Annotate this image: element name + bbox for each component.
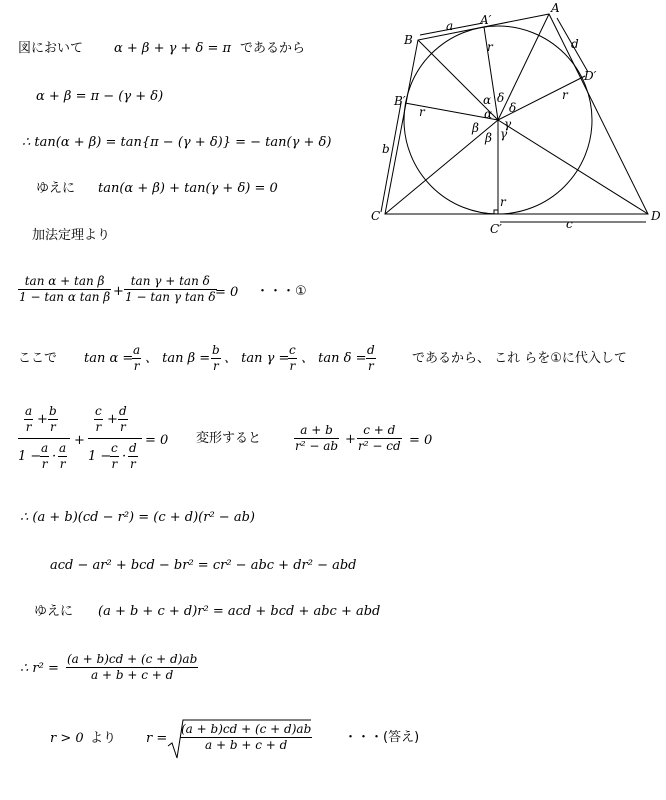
label-alpha: α	[483, 93, 492, 107]
tan-sum-zero-equation: tan(α + β) + tan(γ + δ) = 0	[98, 181, 278, 196]
label-alpha-2: α	[484, 107, 493, 121]
tan-gamma-fraction	[288, 343, 297, 374]
simplified-fraction-2	[357, 423, 402, 454]
label-beta-1: β	[472, 121, 479, 135]
label-beta-2: β	[485, 131, 492, 145]
cf1-den-den-2: r	[59, 457, 66, 471]
eq1-rhs: = 0	[215, 285, 239, 300]
label-C: C	[371, 209, 381, 223]
r-squared-label: ∴ r² =	[20, 661, 59, 676]
cf2-den-num-1: c	[111, 441, 118, 455]
cf2-den-frac-1	[110, 441, 119, 472]
here-text: ここで	[18, 351, 58, 366]
cf1-b-over-r	[48, 404, 58, 435]
label-b: b	[382, 142, 390, 156]
cf2-num-c: c	[95, 404, 102, 418]
eq1-plus: +	[113, 284, 124, 299]
tan-delta-label: 、 tan δ =	[301, 351, 367, 366]
intro-text: 図において	[18, 41, 84, 56]
cf2-plus: +	[107, 412, 118, 427]
angle-sum-equation: α + β + γ + δ = π	[114, 41, 232, 56]
label-r-left: r	[419, 105, 425, 119]
simplified-fraction-1	[294, 423, 339, 454]
cf2-den-one: 1 −	[88, 449, 112, 464]
tan-beta-fraction	[211, 343, 221, 374]
label-r-top: r	[487, 40, 493, 54]
cf2-d-over-r	[118, 404, 128, 435]
compound-fraction-1	[18, 404, 70, 473]
cf1-den-num-2: a	[59, 441, 67, 455]
cf-plus: +	[74, 433, 85, 448]
tan-beta-den: r	[212, 359, 219, 373]
label-A-prime: A′	[480, 13, 492, 27]
eq1-fraction-1	[18, 274, 111, 305]
cf1-den-frac-1	[40, 441, 49, 472]
cf1-num-a: a	[25, 404, 33, 418]
line-O-C	[385, 120, 498, 214]
label-r-bottom: r	[500, 195, 506, 209]
label-B: B	[404, 33, 413, 47]
eq1-fraction-2	[124, 274, 217, 305]
substitute-text: であるから、 これ らを①に代入して	[412, 351, 627, 366]
label-gamma-2: γ	[500, 127, 508, 141]
answer-den: a + b + c + d	[204, 738, 288, 752]
tan-delta-num: d	[367, 343, 375, 357]
r-positive-condition: r > 0	[50, 731, 84, 746]
label-c: c	[566, 217, 573, 231]
label-delta-top: δ	[497, 91, 505, 105]
r-label: r =	[146, 731, 168, 746]
cf1-den-one: 1 −	[18, 449, 42, 464]
compound-fraction-2	[88, 404, 142, 473]
tan-gamma-label: 、 tan γ =	[224, 351, 290, 366]
sf-plus: +	[345, 432, 356, 447]
label-r-right: r	[562, 88, 568, 102]
label-delta: δ	[509, 101, 517, 115]
tan-gamma-den: r	[289, 359, 296, 373]
tan-relation-equation: ∴ tan(α + β) = tan{π − (γ + δ)} = − tan(γ + δ)	[22, 135, 332, 150]
quadrilateral-incircle-diagram	[360, 0, 666, 240]
tan-beta-num: b	[212, 343, 220, 357]
answer-num: (a + b)cd + (c + d)ab	[181, 722, 312, 736]
answer-tag: ・・・(答え)	[344, 730, 420, 745]
addition-theorem-text: 加法定理より	[32, 228, 111, 243]
cf1-plus: +	[37, 412, 48, 427]
sf2-num: c + d	[357, 423, 402, 439]
label-gamma-1: γ	[504, 117, 512, 131]
therefore-text-2: ゆえに	[34, 604, 74, 619]
label-d: d	[571, 37, 579, 51]
sf2-den: r² − cd	[358, 439, 401, 453]
r-squared-num: (a + b)cd + (c + d)ab	[67, 652, 198, 666]
tan-alpha-num: a	[133, 343, 141, 357]
label-B-prime: B′	[394, 94, 406, 108]
tan-alpha-fraction	[132, 343, 141, 374]
label-C-prime: C′	[490, 222, 502, 236]
collected-equation: (a + b + c + d)r² = acd + bcd + abc + abd	[98, 604, 381, 619]
right-angle-C1	[494, 210, 498, 214]
factored-equation: ∴ (a + b)(cd − r²) = (c + d)(r² − ab)	[20, 510, 255, 525]
cf1-den-den-1: r	[41, 457, 48, 471]
expanded-equation: acd − ar² + bcd − br² = cr² − abc + dr² − abd	[50, 558, 357, 573]
eq1-f2-numerator: tan γ + tan δ	[124, 274, 217, 290]
tan-alpha-label: tan α =	[84, 351, 134, 366]
eq1-tag: ・・・①	[256, 284, 307, 299]
cf1-den-num-1: a	[41, 441, 49, 455]
cf1-den-b: r	[49, 420, 56, 434]
length-b-mark	[381, 103, 401, 212]
cf1-dot: ·	[52, 449, 57, 464]
cf1-num-b: b	[49, 404, 57, 418]
transform-text: 変形すると	[196, 431, 262, 446]
label-D-prime: D′	[584, 69, 597, 83]
hence-text: より	[90, 731, 117, 746]
intro-tail: であるから	[240, 41, 306, 56]
cf2-den-c: r	[95, 420, 102, 434]
cf-rhs: = 0	[145, 433, 169, 448]
sf1-den: r² − ab	[295, 439, 339, 453]
alpha-beta-equation: α + β = π − (γ + δ)	[36, 89, 164, 104]
label-A: A	[551, 1, 560, 15]
cf2-num-d: d	[119, 404, 127, 418]
tan-delta-den: r	[367, 359, 374, 373]
cf2-den-d: r	[119, 420, 126, 434]
cf2-den-frac-2	[128, 441, 138, 472]
tan-alpha-den: r	[133, 359, 140, 373]
eq1-f2-denominator: 1 − tan γ tan δ	[125, 290, 216, 304]
cf1-den-a: r	[25, 420, 32, 434]
label-a: a	[446, 19, 454, 33]
cf1-a-over-r	[24, 404, 33, 435]
cf2-c-over-r	[94, 404, 103, 435]
tan-gamma-num: c	[289, 343, 296, 357]
cf2-dot: ·	[122, 449, 127, 464]
tan-beta-label: 、 tan β =	[145, 351, 211, 366]
sf1-num: a + b	[294, 423, 339, 439]
answer-fraction	[180, 722, 312, 753]
sf-rhs: = 0	[409, 433, 433, 448]
cf2-den-den-1: r	[111, 457, 118, 471]
r-squared-fraction	[66, 652, 198, 683]
eq1-f1-denominator: 1 − tan α tan β	[19, 290, 111, 304]
cf2-den-num-2: d	[129, 441, 137, 455]
r-squared-den: a + b + c + d	[90, 668, 174, 682]
eq1-f1-numerator: tan α + tan β	[18, 274, 111, 290]
line-O-D	[498, 120, 648, 214]
cf2-den-den-2: r	[129, 457, 136, 471]
label-D: D	[651, 209, 661, 223]
cf1-den-frac-2	[58, 441, 67, 472]
therefore-text-1: ゆえに	[36, 181, 76, 196]
tan-delta-fraction	[366, 343, 376, 374]
